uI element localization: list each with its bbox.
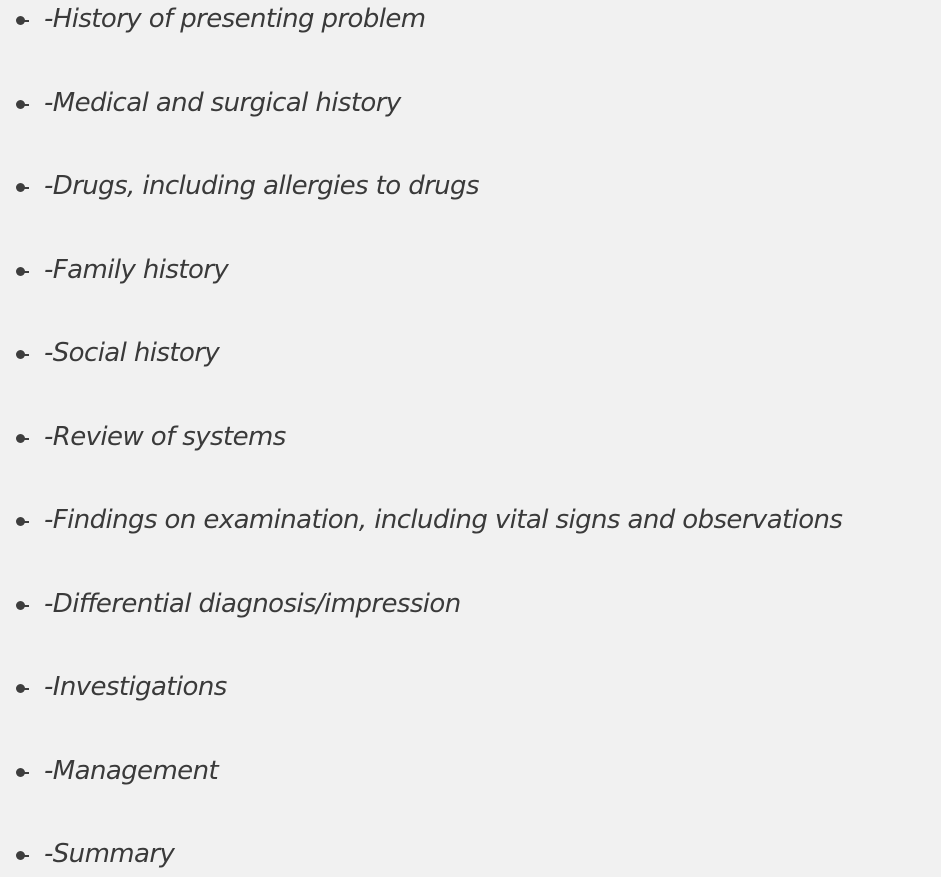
list-item-text: -History of presenting problem [44,3,426,34]
bullet-icon [16,16,25,25]
bullet-icon [16,768,25,777]
list-item-text: -Management [44,755,219,786]
list-item [0,167,941,207]
list-item [0,501,941,541]
list-item [0,84,941,124]
list-item [0,418,941,458]
list-item-text: -Drugs, including allergies to drugs [44,170,479,201]
bullet-icon [16,267,25,276]
list-item [0,334,941,374]
bullet-icon [16,851,25,860]
list-item [0,0,941,40]
bullet-icon [16,601,25,610]
list-item-text: -Family history [44,254,229,285]
list-item-text: -Social history [44,337,220,368]
list-item [0,668,941,708]
bullet-icon [16,684,25,693]
bullet-icon [16,350,25,359]
bullet-icon [16,434,25,443]
list-item-text: -Review of systems [44,421,286,452]
list-item-text: -Findings on examination, including vital signs and observations [44,504,843,535]
bullet-icon [16,100,25,109]
list-item-text: -Differential diagnosis/impression [44,588,461,619]
list-item-text: -Investigations [44,671,227,702]
list-item [0,752,941,792]
bullet-icon [16,183,25,192]
list-item-text: -Medical and surgical history [44,87,401,118]
list-item [0,585,941,625]
list-item-text: -Summary [44,838,175,869]
bullet-icon [16,517,25,526]
list-item [0,835,941,875]
list-item [0,251,941,291]
